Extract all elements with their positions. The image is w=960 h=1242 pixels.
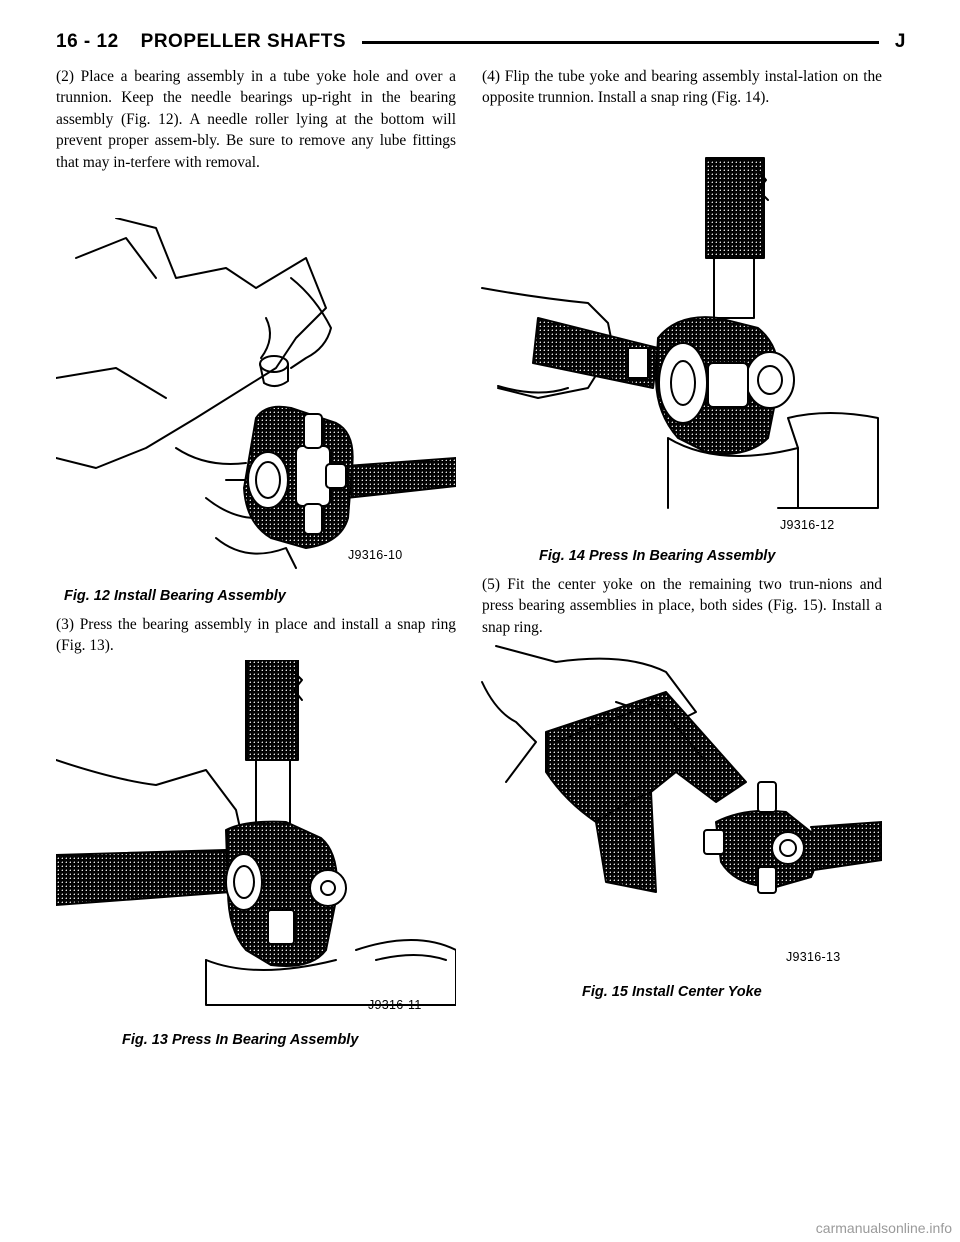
fig-13-illustration: [56, 660, 456, 1022]
step-5-paragraph: (5) Fit the center yoke on the remaining two trun-nions and press bearing assemblies in place, both sides (Fig. 15). Install a snap ring.: [482, 576, 882, 636]
fig-14-code: J9316-12: [780, 518, 835, 532]
fig-12-caption: Fig. 12 Install Bearing Assembly: [64, 588, 286, 604]
fig-15-caption: Fig. 15 Install Center Yoke: [582, 984, 762, 1000]
fig-12-illustration: [56, 218, 456, 578]
fig-13-caption: Fig. 13 Press In Bearing Assembly: [122, 1032, 359, 1048]
step-3-paragraph: (3) Press the bearing assembly in place and install a snap ring (Fig. 13).: [56, 616, 456, 655]
step-3-text-block: [56, 614, 456, 657]
page-number: 16 - 12: [56, 31, 119, 52]
step-4-paragraph: (4) Flip the tube yoke and bearing assembly instal-lation on the opposite trunnion. Install a snap ring (Fig. 14).: [482, 68, 882, 107]
watermark: carmanualsonline.info: [815, 1220, 952, 1236]
fig-15-code: J9316-13: [786, 950, 841, 964]
step-2-paragraph: (2) Place a bearing assembly in a tube yoke hole and over a trunnion. Keep the needle bearings up-right in the bearing assembly (Fig. 12). A needle roller lying at the bottom will prevent proper assem-bly. Be sure to remove any lube fittings that may in-terfere with removal.: [56, 68, 456, 171]
fig-12-code: J9316-10: [348, 548, 403, 562]
page-header: [56, 27, 906, 57]
step-5-text-block: [482, 574, 882, 638]
step-4-text-block: [482, 66, 882, 109]
fig-14-caption: Fig. 14 Press In Bearing Assembly: [539, 548, 776, 564]
step-2-text-block: [56, 66, 456, 173]
fig-14-illustration: [478, 148, 882, 542]
fig-15-illustration: [476, 642, 882, 972]
section-title: PROPELLER SHAFTS: [140, 31, 347, 52]
header-rule: [362, 41, 879, 44]
section-marker: J: [894, 31, 906, 52]
fig-13-code: J9316-11: [368, 998, 422, 1012]
